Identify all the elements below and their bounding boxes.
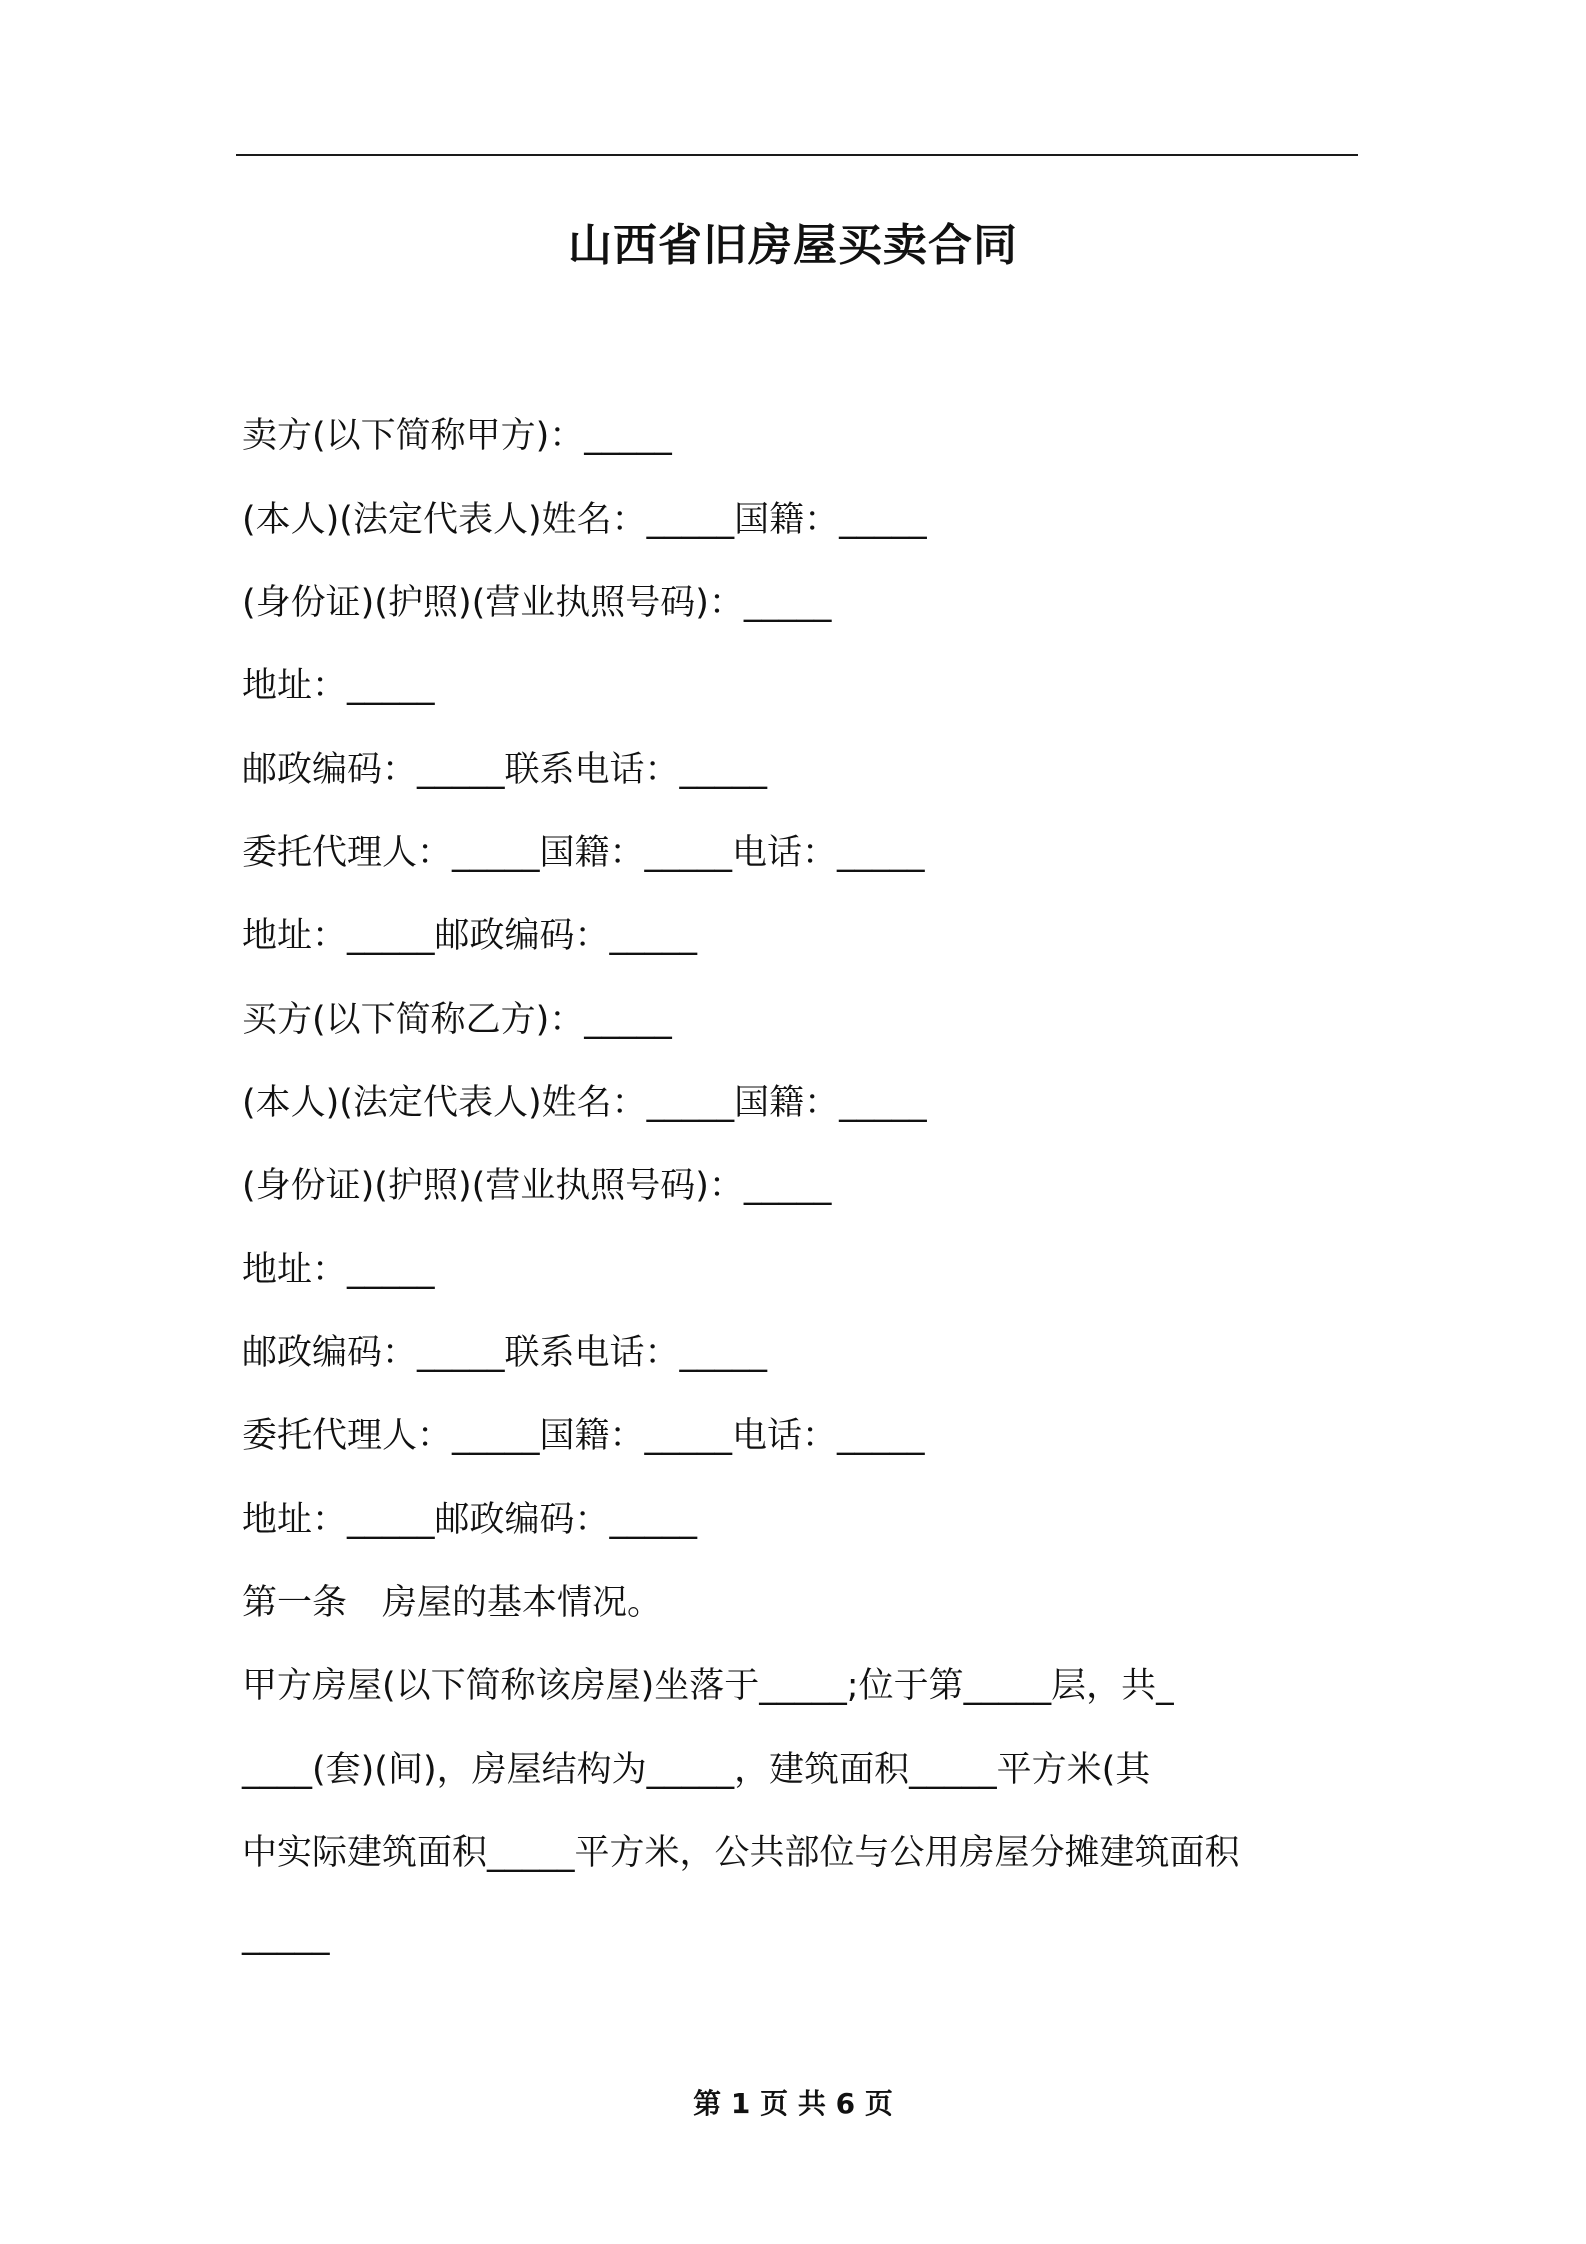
document-title: 山西省旧房屋买卖合同 [568, 220, 1018, 271]
buyer-agent-address-line: 地址：_____邮政编码：_____ [242, 1500, 698, 1540]
seller-agent-address-line: 地址：_____邮政编码：_____ [242, 916, 698, 956]
article-one-text-line-2: ____(套)(间)，房屋结构为_____，建筑面积_____平方米(其 [242, 1750, 1151, 1790]
article-one-text-line-4: _____ [242, 1916, 330, 1956]
seller-name-line: (本人)(法定代表人)姓名：_____国籍：_____ [242, 500, 927, 540]
buyer-agent-line: 委托代理人：_____国籍：_____电话：_____ [242, 1416, 925, 1456]
article-one-text-line-1: 甲方房屋(以下简称该房屋)坐落于_____;位于第_____层，共_ [242, 1666, 1174, 1706]
buyer-name-line: (本人)(法定代表人)姓名：_____国籍：_____ [242, 1083, 927, 1123]
buyer-line: 买方(以下简称乙方)：_____ [242, 1000, 672, 1040]
buyer-postcode-line: 邮政编码：_____联系电话：_____ [242, 1333, 768, 1373]
header-rule [236, 154, 1358, 156]
article-one-text-line-3: 中实际建筑面积_____平方米，公共部位与公用房屋分摊建筑面积 [242, 1833, 1240, 1873]
buyer-id-line: (身份证)(护照)(营业执照号码)：_____ [242, 1166, 832, 1206]
seller-agent-line: 委托代理人：_____国籍：_____电话：_____ [242, 833, 925, 873]
seller-postcode-line: 邮政编码：_____联系电话：_____ [242, 750, 768, 790]
seller-address-line: 地址：_____ [242, 666, 435, 706]
page-number-footer: 第 1 页 共 6 页 [693, 2087, 893, 2120]
seller-line: 卖方(以下简称甲方)：_____ [242, 416, 672, 456]
seller-id-line: (身份证)(护照)(营业执照号码)：_____ [242, 583, 832, 623]
buyer-address-line: 地址：_____ [242, 1250, 435, 1290]
article-one-heading: 第一条 房屋的基本情况。 [242, 1583, 663, 1623]
